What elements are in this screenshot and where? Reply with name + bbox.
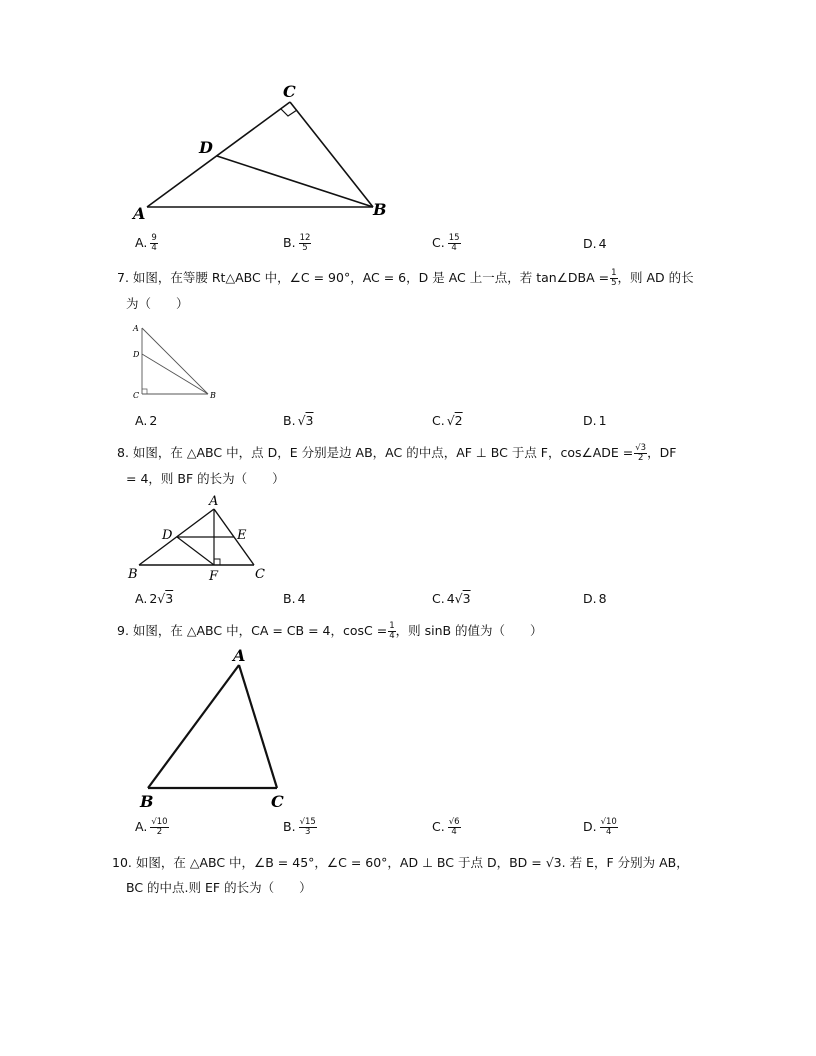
q6-option-a[interactable]: A. $\frac{9}{4}$ xyxy=(135,233,157,253)
q9-option-c[interactable]: C. $\frac{√6}{4}$ xyxy=(432,817,460,837)
q8-option-a[interactable]: A. 2√3 xyxy=(135,591,174,606)
q7-label-b: B xyxy=(210,391,216,400)
q7-label-a: A xyxy=(133,324,139,333)
q7-option-c[interactable]: C. √2 xyxy=(432,413,463,428)
q9-label-c: C xyxy=(271,792,284,811)
q7-stem-line1: 7. 如图，在等腰 Rt△ABC 中，∠C = 90°，AC = 6，D 是 AC 上一点，若 tan∠DBA = $\frac{1}{5}$ ，则 AD 的长 xyxy=(117,268,694,288)
q9-option-b[interactable]: B. $\frac{√15}{3}$ xyxy=(283,817,316,837)
q8-label-a: A xyxy=(209,494,219,509)
q7-figure xyxy=(130,320,230,405)
q10-stem-line1: 10. 如图，在 △ABC 中，∠B = 45°，∠C = 60°，AD ⊥ BC 于点 D，BD = √3. 若 E，F 分别为 AB， xyxy=(112,855,689,870)
q7-option-a[interactable]: A. 2 xyxy=(135,413,158,428)
q10-stem-line2: BC 的中点.则 EF 的长为（ ） xyxy=(126,880,312,895)
q8-stem-line1: 8. 如图，在 △ABC 中，点 D，E 分别是边 AB，AC 的中点，AF ⊥ BC 于点 F，cos∠ADE = $\frac{√3}{2}$ ，DF xyxy=(117,443,677,463)
q6-option-b[interactable]: B. $\frac{12}{5}$ xyxy=(283,233,311,253)
q6-label-d: D xyxy=(199,138,213,157)
q9-label-b: B xyxy=(140,792,154,811)
q8-label-e: E xyxy=(237,528,247,543)
q6-option-d[interactable]: D. 4 xyxy=(583,236,607,251)
q7-label-d: D xyxy=(133,350,140,359)
q9-option-a[interactable]: A. $\frac{√10}{2}$ xyxy=(135,817,168,837)
q7-label-c: C xyxy=(133,391,140,400)
q9-label-a: A xyxy=(233,646,246,665)
q7-stem-line2: 为（ ） xyxy=(126,296,189,311)
q8-figure xyxy=(125,492,275,584)
q6-label-b: B xyxy=(373,200,387,219)
q9-option-d[interactable]: D. $\frac{√10}{4}$ xyxy=(583,817,617,837)
q7-option-d[interactable]: D. 1 xyxy=(583,413,607,428)
q6-option-c[interactable]: C. $\frac{15}{4}$ xyxy=(432,233,460,253)
q8-option-b[interactable]: B. 4 xyxy=(283,591,306,606)
q8-label-f: F xyxy=(209,569,219,584)
q9-figure xyxy=(135,645,305,813)
q6-label-a: A xyxy=(133,204,146,223)
q8-label-d: D xyxy=(162,528,173,543)
q8-label-b: B xyxy=(128,567,138,582)
q8-label-c: C xyxy=(255,567,265,582)
q8-option-d[interactable]: D. 8 xyxy=(583,591,607,606)
q9-stem-line1: 9. 如图，在 △ABC 中，CA = CB = 4，cosC = $\frac{1}{4}$ ，则 sinB 的值为（ ） xyxy=(117,621,543,641)
q6-label-c: C xyxy=(283,82,296,101)
q8-stem-line2: = 4，则 BF 的长为（ ） xyxy=(126,471,285,486)
q6-figure xyxy=(125,75,405,225)
q8-option-c[interactable]: C. 4√3 xyxy=(432,591,471,606)
q7-option-b[interactable]: B. √3 xyxy=(283,413,314,428)
